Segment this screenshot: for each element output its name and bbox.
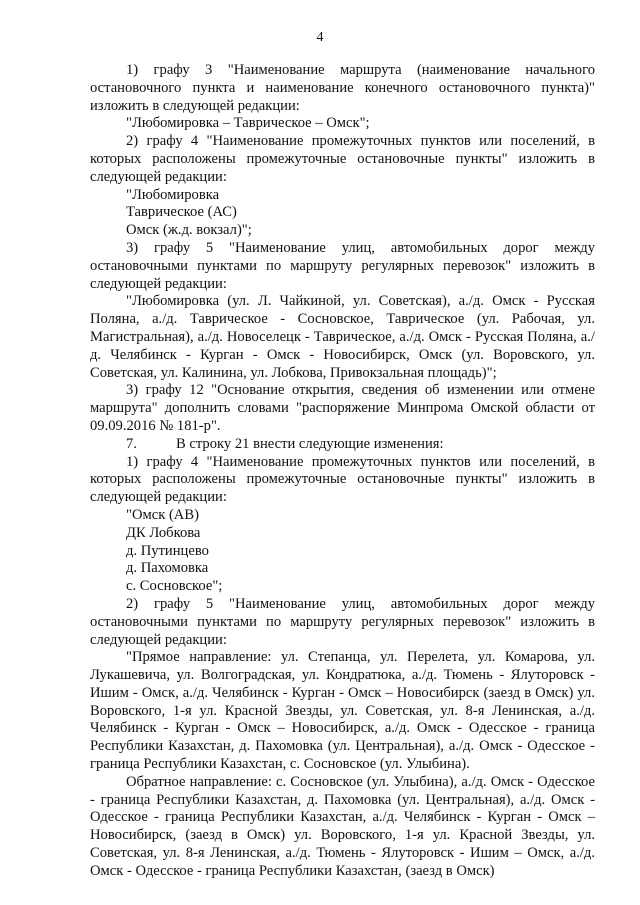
numbered-item-7 — [90, 436, 595, 454]
paragraph-row21-graph5: 2) графу 5 "Наименование улиц, автомобильных дорог между остановочными пунктами по маршруту регулярных перевозок" изложить в следующей редакции: — [90, 595, 595, 648]
paragraph-graph3: 1) графу 3 "Наименование маршрута (наименование начального остановочного пункта и наименование конечного остановочного пункта)" изложить в следующей редакции: — [90, 62, 595, 114]
list-item: с. Сосновское"; — [126, 578, 223, 595]
paragraph-row21-graph4: 1) графу 4 "Наименование промежуточных пунктов или поселений, в которых расположены промежуточные остановочные пункты" изложить в следующей редакции: — [90, 453, 595, 506]
paragraph-streets: "Любомировка (ул. Л. Чайкиной, ул. Советская), а./д. Омск - Русская Поляна, а./д. Таврическое - Сосновское, Таврическое (ул. Рабочая, ул. Магистральная), а./д. Новоселецк - Таврическое, а./д. Омск - Русская Поляна, а./д. Челябинск - Курган - Омск - Новосибирск, Омск (ул. Воровского, ул. Советская, ул. Калинина, ул. Лобкова, Привокзальная площадь)"; — [90, 293, 595, 381]
list-item: ДК Лобкова — [126, 524, 201, 541]
paragraph-graph5: 3) графу 5 "Наименование улиц, автомобильных дорог между остановочными пунктами по маршруту регулярных перевозок" изложить в следующей редакции: — [90, 239, 595, 292]
paragraph-route-name: "Любомировка – Таврическое – Омск"; — [126, 115, 370, 132]
list-item: д. Пахомовка — [126, 560, 209, 577]
paragraph-graph12: 3) графу 12 "Основание открытия, сведения об изменении или отмене маршрута" дополнить словами "распоряжение Минпрома Омской области от 09.09.2016 № 181-р". — [90, 382, 595, 434]
item-text: В строку 21 внести следующие изменения: — [176, 435, 444, 452]
list-item: "Омск (АВ) — [126, 506, 199, 523]
stops-list-1 — [90, 187, 595, 240]
stops-list-2 — [90, 507, 595, 596]
page-number: 4 — [316, 30, 324, 45]
list-item: Таврическое (АС) — [126, 204, 237, 221]
list-item: Омск (ж.д. вокзал)"; — [126, 222, 252, 239]
list-item: "Любомировка — [126, 186, 220, 203]
paragraph-direct-direction: "Прямое направление: ул. Степанца, ул. Перелета, ул. Комарова, ул. Лукашевича, ул. Волгоградская, ул. Кондратюка, а./д. Тюмень - Ялуторовск - Ишим - Омск, а./д. Челябинск - Курган - Омск – Новосибирск (заезд в Омск) ул. Воровского, 1-я ул. Красной Звезды, ул. Советская, ул. 8-я Ленинская, а./д. Челябинск - Курган - Омск – Новосибирск, а./д. Омск - Одесское - граница Республики Казахстан, д. Пахомовка (ул. Центральная), а./д. Омск - Одесское - граница Республики Казахстан, с. Сосновское (ул. Улыбина). — [90, 649, 595, 773]
paragraph-reverse-direction: Обратное направление: с. Сосновское (ул. Улыбина), а./д. Омск - Одесское - граница Республики Казахстан, д. Пахомовка (ул. Центральная), а./д. Омск - Одесское - граница Республики Казахстан, а./д. Челябинск - Курган - Омск – Новосибирск, (заезд в Омск) ул. Воровского, 1-я ул. Красной Звезды, ул. Советская, ул. 8-я Ленинская, а./д. Тюмень - Ялуторовск - Ишим – Омск, а./д. Омск - Одесское - граница Республики Казахстан, (заезд в Омск) — [90, 773, 595, 879]
paragraph-graph4: 2) графу 4 "Наименование промежуточных пунктов или поселений, в которых расположены промежуточные остановочные пункты" изложить в следующей редакции: — [90, 133, 595, 185]
item-number: 7. — [126, 435, 137, 452]
document-body — [90, 62, 595, 881]
list-item: д. Путинцево — [126, 542, 209, 559]
